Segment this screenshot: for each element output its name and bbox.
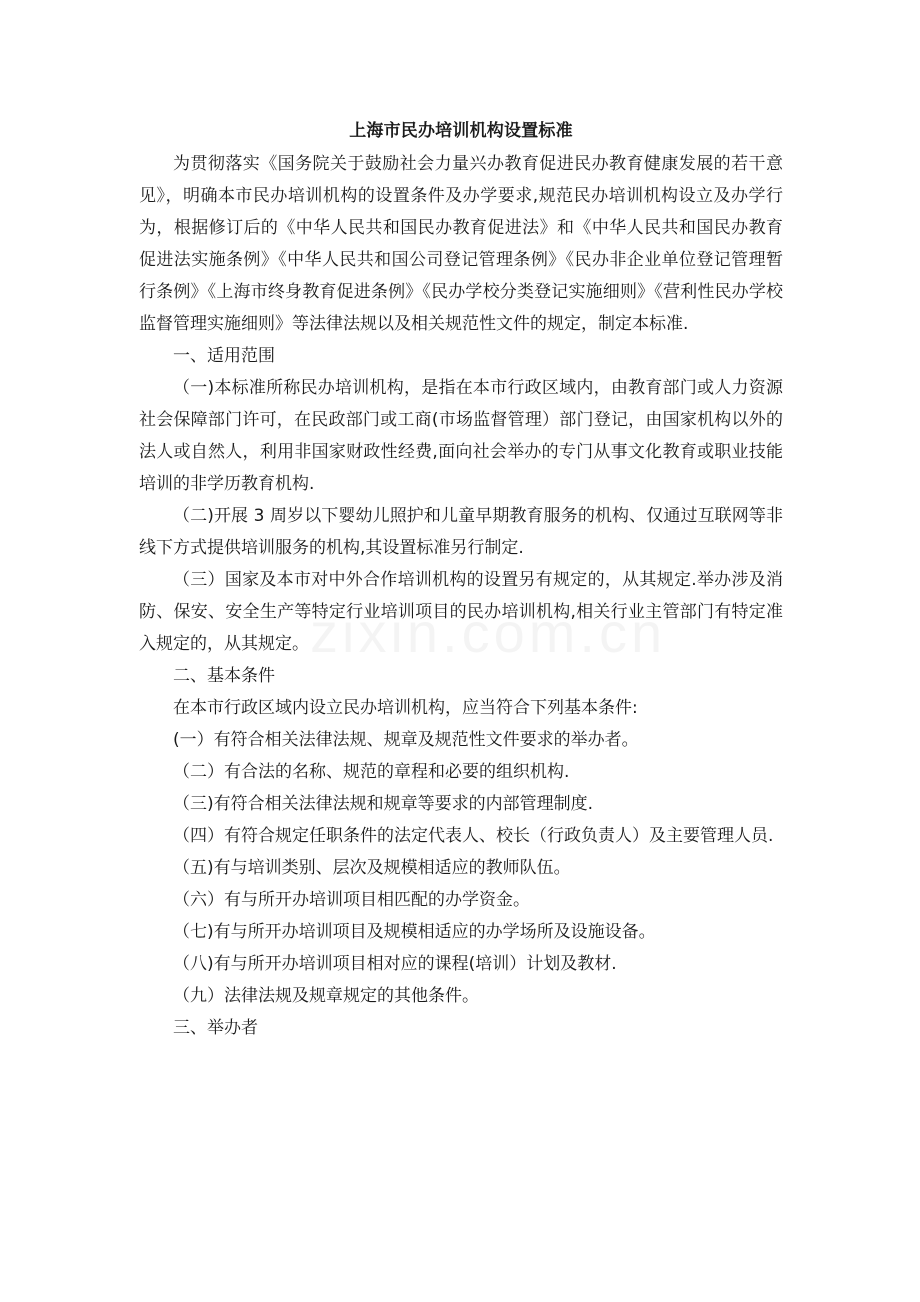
paragraph-scope-3: （三）国家及本市对中外合作培训机构的设置另有规定的，从其规定.举办涉及消防、保安、安全生产等特定行业培训项目的民办培训机构,相关行业主管部门有特定准入规定的，从其规定。 bbox=[139, 570, 783, 654]
list-item-condition-3: （三)有符合相关法律法规和规章等要求的内部管理制度. bbox=[173, 794, 594, 814]
paragraph-scope-2: （二)开展 3 周岁以下婴幼儿照护和儿童早期教育服务的机构、仅通过互联网等非线下方式提供培训服务的机构,其设置标准另行制定. bbox=[139, 506, 783, 558]
list-item-condition-7: （七)有与所开办培训项目及规模相适应的办学场所及设施设备。 bbox=[173, 922, 656, 942]
list-item-condition-6: （六）有与所开办培训项目相匹配的办学资金。 bbox=[173, 890, 530, 910]
list-item-condition-8: （八)有与所开办培训项目相对应的课程(培训）计划及教材. bbox=[173, 954, 617, 974]
list-item-condition-2: （二）有合法的名称、规范的章程和必要的组织机构. bbox=[173, 762, 570, 782]
list-item-condition-1: (一）有符合相关法律法规、规章及规范性文件要求的举办者。 bbox=[173, 730, 639, 750]
paragraph-basic-intro: 在本市行政区域内设立民办培训机构，应当符合下列基本条件: bbox=[173, 698, 638, 718]
paragraph-scope-1: （一)本标准所称民办培训机构，是指在本市行政区域内，由教育部门或人力资源社会保障部门许可，在民政部门或工商(市场监督管理）部门登记，由国家机构以外的法人或自然人，利用非国家财政性经费,面向社会举办的专门从事文化教育或职业技能培训的非学历教育机构. bbox=[139, 378, 783, 494]
document-body bbox=[139, 116, 783, 1044]
intro-paragraph: 为贯彻落实《国务院关于鼓励社会力量兴办教育促进民办教育健康发展的若干意见》，明确本市民办培训机构的设置条件及办学要求,规范民办培训机构设立及办学行为，根据修订后的《中华人民共和国民办教育促进法》和《中华人民共和国民办教育促进法实施条例》《中华人民共和国公司登记管理条例》《民办非企业单位登记管理暂行条例》《上海市终身教育促进条例》《民办学校分类登记实施细则》《营利性民办学校监督管理实施细则》等法律法规以及相关规范性文件的规定，制定本标准. bbox=[139, 154, 783, 334]
list-item-condition-9: （九）法律法规及规章规定的其他条件。 bbox=[173, 986, 479, 1006]
section-heading-organizer: 三、举办者 bbox=[173, 1018, 258, 1038]
document-title: 上海市民办培训机构设置标准 bbox=[349, 121, 573, 141]
section-heading-scope: 一、适用范围 bbox=[173, 346, 275, 366]
list-item-condition-5: （五)有与培训类别、层次及规模相适应的教师队伍。 bbox=[173, 858, 571, 878]
section-heading-basic-conditions: 二、基本条件 bbox=[173, 666, 275, 686]
list-item-condition-4: （四）有符合规定任职条件的法定代表人、校长（行政负责人）及主要管理人员. bbox=[173, 826, 774, 846]
